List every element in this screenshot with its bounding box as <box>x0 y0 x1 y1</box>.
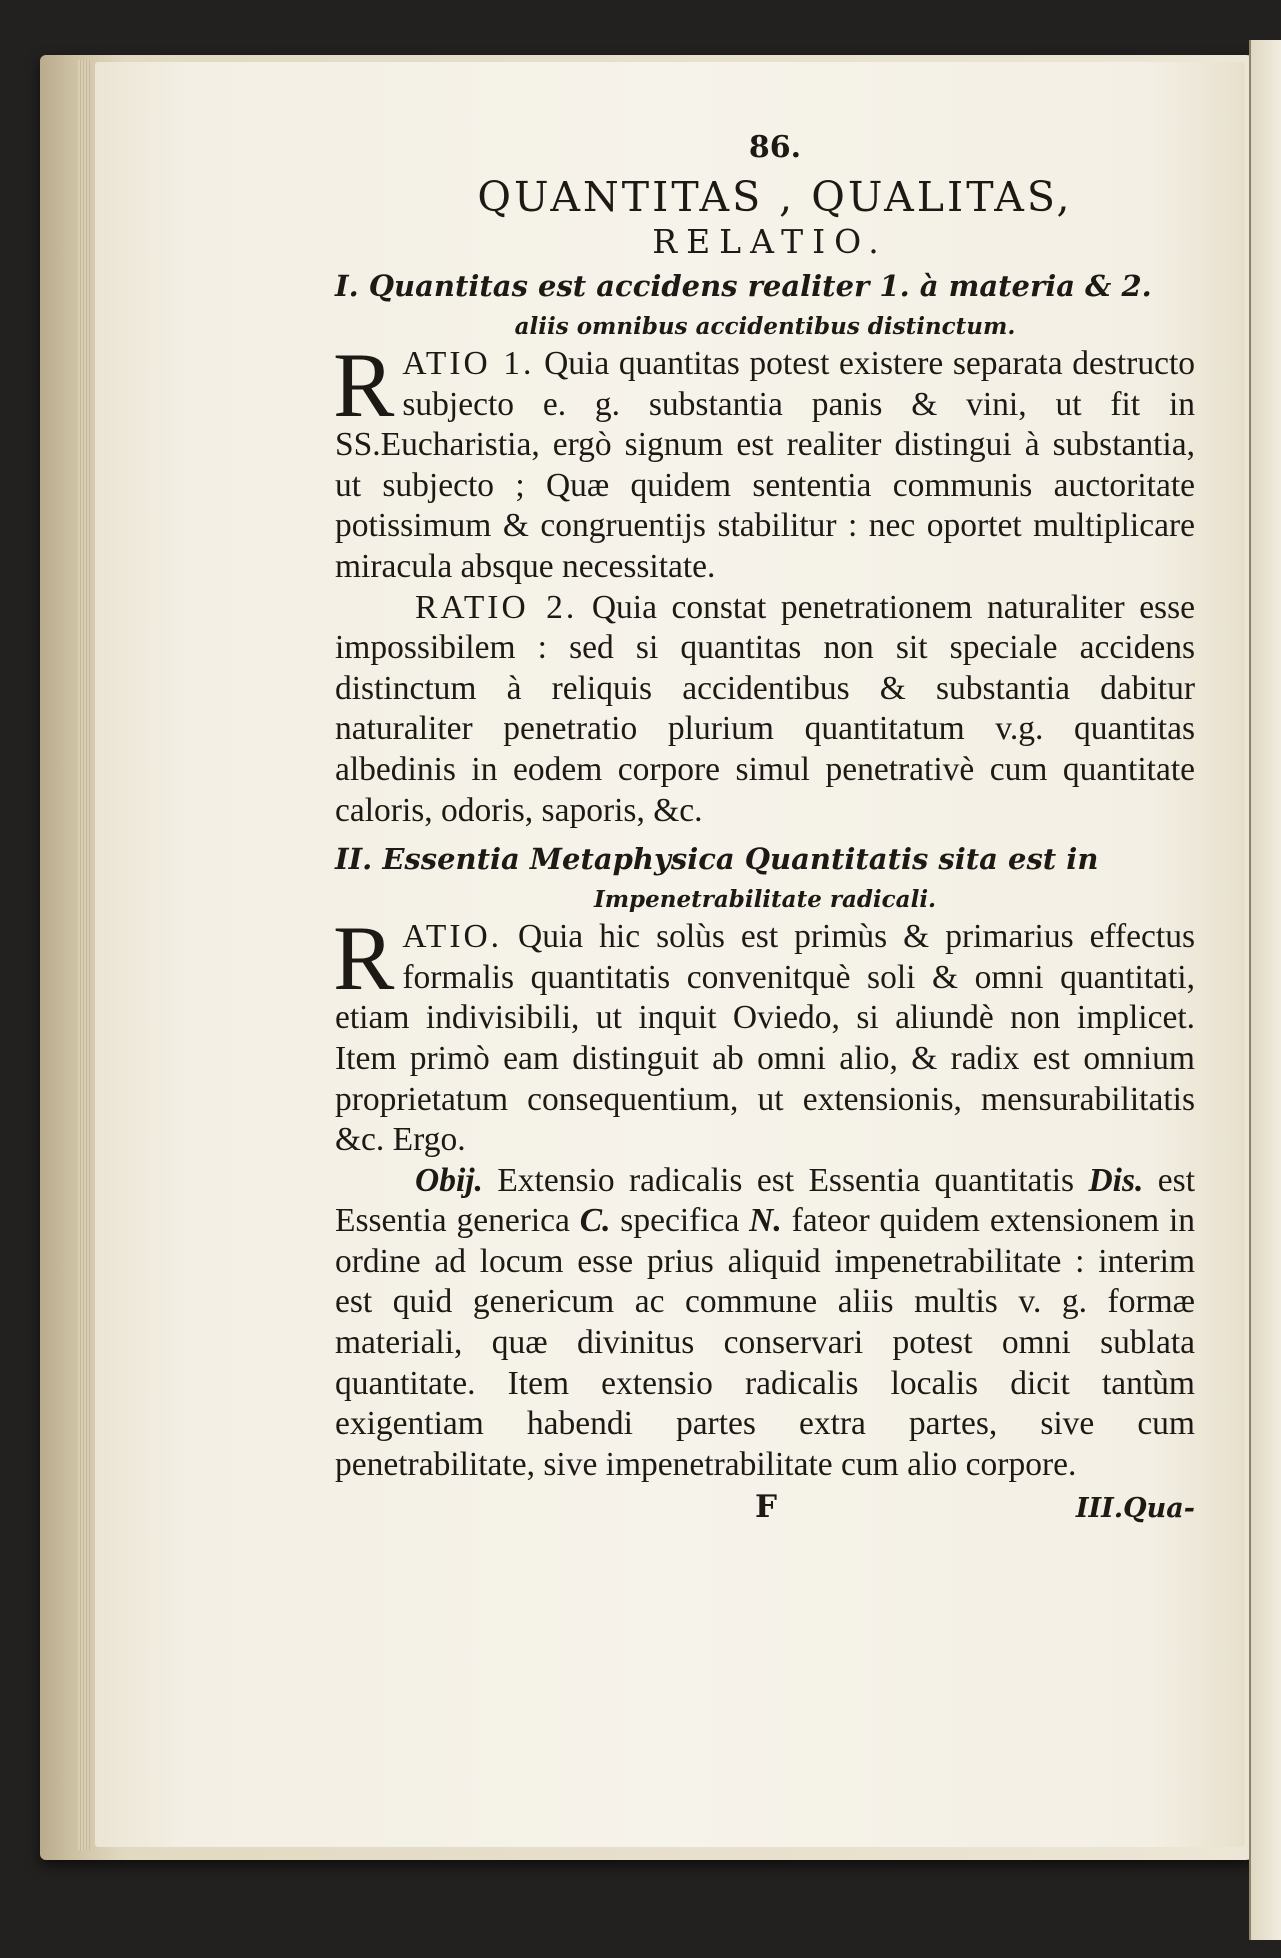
section-1-heading: I. Quantitas est accidens realiter 1. à materia & 2. <box>335 269 1152 303</box>
catchword: III.Qua- <box>1075 1493 1195 1525</box>
n-label: N. <box>749 1202 782 1240</box>
facing-page-edge <box>1249 40 1281 1940</box>
dis-label: Dis. <box>1088 1161 1144 1199</box>
page-title: QUANTITAS , QUALITAS, <box>477 173 1073 221</box>
objection-paragraph <box>335 1161 1195 1486</box>
n-text: fateor quidem extensionem in ordine ad locum esse prius aliquid impenetrabilitate : interim est quid genericum ac commune aliis multis v. g. formæ materiali, quæ divinitus conservari potest omni sublata quantitate. Item extensio radicalis localis dicit tantùm exigentiam habendi partes extra partes, sive cum penetrabilitate, sive impenetrabilitate cum alio corpore. <box>335 1202 1196 1483</box>
ratio-1-text: Quia quantitas potest existere separata destructo subjecto e. g. substantia panis & vini, ut fit in SS.Eucharistia, ergò signum est realiter distingui à substantia, ut subjecto ; Quæ quidem sententia communis auctoritate potissimum & congruentijs stabilitur : nec oportet multiplicare miracula absque necessitate. <box>335 345 1196 585</box>
page-subtitle: RELATIO. <box>652 222 888 261</box>
section-1-heading-line2: aliis omnibus accidentibus distinctum. <box>514 313 1016 340</box>
section-2-heading-line2: Impenetrabilitate radicali. <box>593 886 937 914</box>
section-2-heading: II. Essentia Metaphysica Quantitatis sita est in <box>335 842 1099 877</box>
drop-cap: R <box>333 907 395 1010</box>
signature-mark: F <box>755 1489 778 1526</box>
ratio-label: ATIO. <box>402 918 503 956</box>
ratio-2-paragraph <box>335 588 1195 832</box>
ratio-1-label: ATIO 1. <box>402 345 535 382</box>
page-number: 86. <box>748 130 802 165</box>
page-edges <box>78 60 90 1850</box>
dis-text: est Essentia generica <box>335 1161 1196 1240</box>
obij-text: Extensio radicalis est Essentia quantitatis <box>497 1161 1075 1199</box>
page-text <box>335 130 1195 1525</box>
ratio-2-text: Quia constat penetrationem naturaliter esse impossibilem : sed si quantitas non sit speciale accidens distinctum à reliquis accidentibus & substantia dabitur naturaliter penetratio plurium quantitatum v.g. quantitas albedinis in eodem corpore simul penetrativè cum quantitate caloris, odoris, saporis, &c. <box>335 588 1196 829</box>
ratio-text: Quia hic solùs est primùs & primarius effectus formalis quantitatis convenitquè soli & omni quantitati, etiam indivisibili, ut inquit Oviedo, si aliundè non implicet. Item primò eam distinguit ab omni alio, & radix est omnium proprietatum consequentium, ut extensionis, mensurabilitatis &c. Ergo. <box>335 918 1196 1159</box>
ratio-2-label: RATIO 2. <box>415 588 578 626</box>
obij-label: Obij. <box>415 1161 483 1199</box>
page-footer <box>335 1489 1195 1525</box>
c-label: C. <box>579 1202 611 1240</box>
drop-cap: R <box>333 334 395 436</box>
ratio-1-paragraph <box>333 334 1196 588</box>
c-text: specifica <box>620 1202 740 1240</box>
ratio-paragraph <box>333 907 1196 1161</box>
